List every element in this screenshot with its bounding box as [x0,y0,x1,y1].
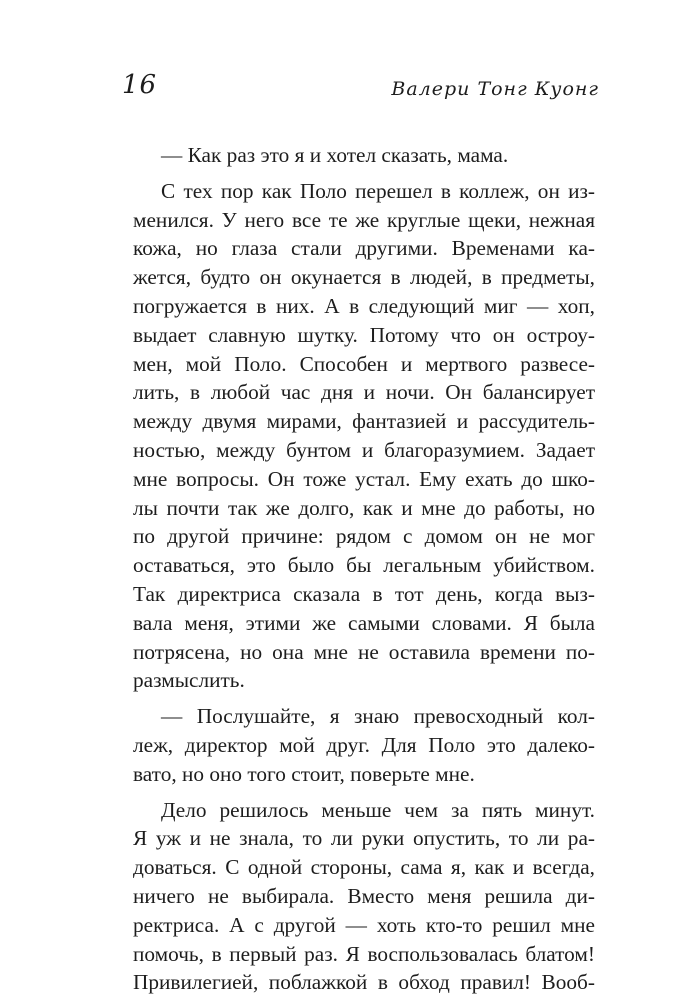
text-line: вала меня, этими же самыми словами. Я была [133,610,595,635]
text-line: между двумя мирами, фантазией и рассудитель- [133,409,595,434]
text-line: Так директриса сказала в тот день, когда выз- [133,581,595,606]
text-line: лы почти так же долго, как и мне до работы, но [133,495,595,520]
text-line: доваться. С одной стороны, сама я, как и всегда, [133,855,595,880]
text-line: мен, мой Поло. Способен и мертвого развесе- [133,351,595,376]
text-line: мне вопросы. Он тоже устал. Ему ехать до шко- [133,466,595,491]
text-line: потрясена, но она мне не оставила времени по- [133,639,595,664]
text-line: ничего не выбирала. Вместо меня решила ди- [133,883,595,908]
text-line: Привилегией, поблажкой в обход правил! Вооб- [133,970,595,995]
text-line: оставаться, это было бы легальным убийством. [133,553,595,578]
text-line: кожа, но глаза стали другими. Временами ка- [133,236,595,261]
text-line: вато, но оно того стоит, поверьте мне. [133,761,475,786]
text-line: выдает славную шутку. Потому что он остроу- [133,322,595,347]
text-line: ректриса. А с другой — хоть кто-то решил мне [133,912,595,937]
text-line: менился. У него все те же круглые щеки, нежная [133,207,595,232]
text-line: размыслить. [133,668,245,693]
text-line: лить, в любой час дня и ночи. Он балансирует [133,380,595,405]
running-head-author: Валери Тонг Куонг [391,78,599,100]
text-line: погружается в них. А в следующий миг — хоп, [133,293,595,318]
text-line: помочь, в первый раз. Я воспользовалась блатом! [133,941,595,966]
text-line: ностью, между бунтом и благоразумием. Задает [133,437,595,462]
paragraph [133,796,595,998]
text-line: леж, директор мой друг. Для Поло это далеко- [133,732,595,757]
paragraph [133,177,595,695]
page-number: 16 [122,70,158,100]
paragraph [133,702,595,788]
text-line: — Послушайте, я знаю превосходный кол- [161,704,595,729]
text-line: по другой причине: рядом с домом он не мог [133,524,595,549]
text-line: — Как раз это я и хотел сказать, мама. [161,143,509,167]
text-line: Дело решилось меньше чем за пять минут. [161,797,595,822]
body-text [133,141,595,997]
text-line: Я уж и не знала, то ли руки опустить, то ли ра- [133,826,595,851]
paragraph [133,141,595,170]
text-line: жется, будто он окунается в людей, в предметы, [133,265,595,290]
text-line: С тех пор как Поло перешел в коллеж, он из- [161,178,595,203]
